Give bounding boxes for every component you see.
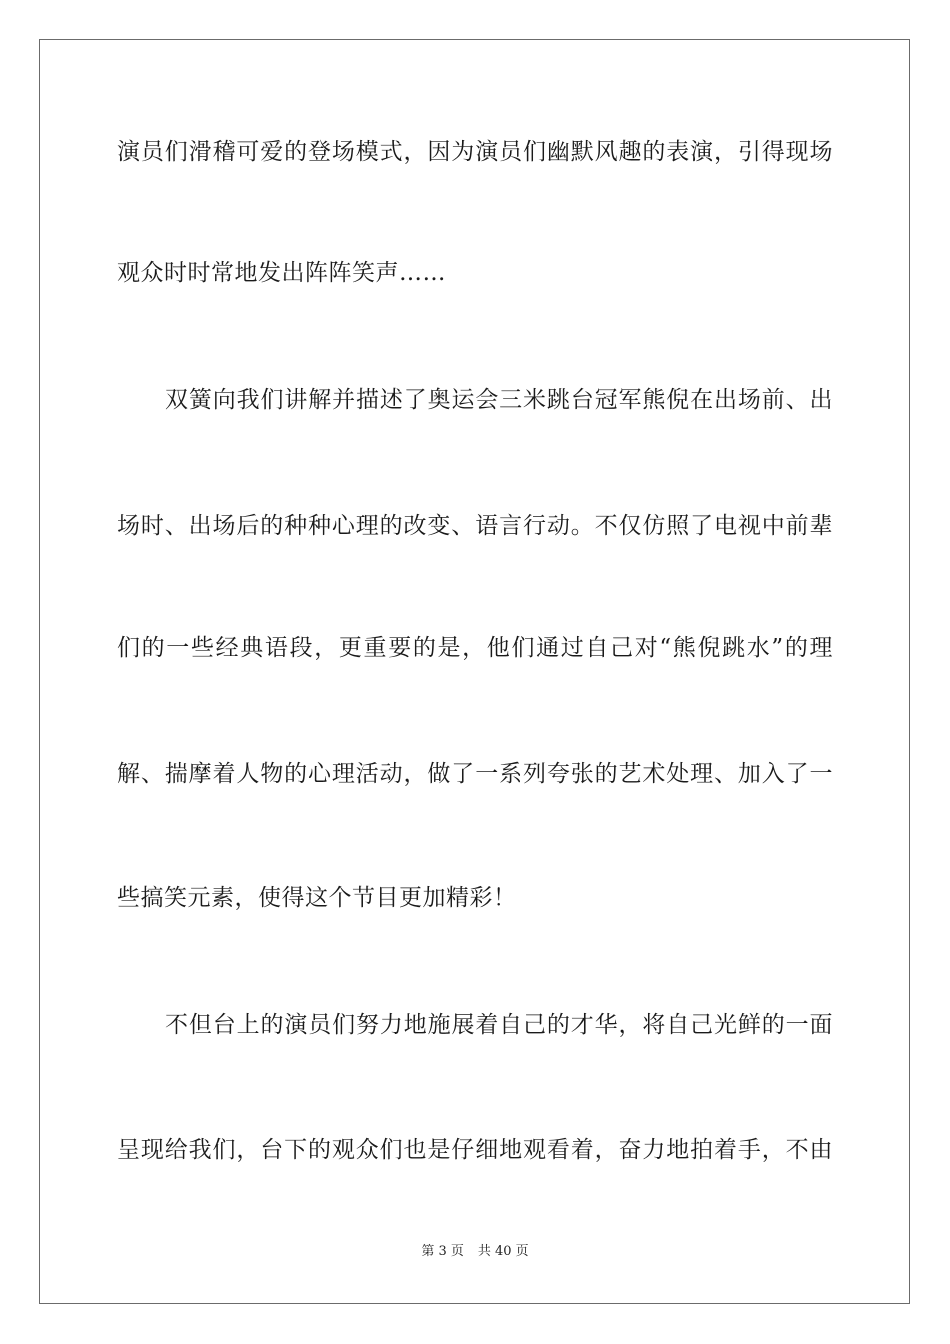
text-line: 演员们滑稽可爱的登场模式，因为演员们幽默风趣的表演，引得现场	[117, 139, 833, 165]
page-number: 第 3 页	[421, 1244, 464, 1259]
page-footer	[0, 1243, 950, 1261]
paragraph-first-line: 双簧向我们讲解并描述了奥运会三米跳台冠军熊倪在出场前、出	[165, 387, 833, 413]
text-line: 呈现给我们，台下的观众们也是仔细地观看着，奋力地拍着手，不由	[117, 1137, 833, 1163]
page-border	[39, 39, 910, 1304]
text-line: 解、揣摩着人物的心理活动，做了一系列夸张的艺术处理、加入了一	[117, 761, 833, 787]
text-line: 些搞笑元素，使得这个节目更加精彩！	[117, 885, 517, 911]
page-total: 共 40 页	[477, 1244, 529, 1259]
text-line: 们的一些经典语段，更重要的是，他们通过自己对“熊倪跳水”的理	[117, 635, 833, 661]
text-line: 场时、出场后的种种心理的改变、语言行动。不仅仿照了电视中前辈	[117, 513, 833, 539]
paragraph-first-line: 不但台上的演员们努力地施展着自己的才华，将自己光鲜的一面	[165, 1012, 833, 1038]
text-line: 观众时时常地发出阵阵笑声……	[117, 260, 446, 286]
